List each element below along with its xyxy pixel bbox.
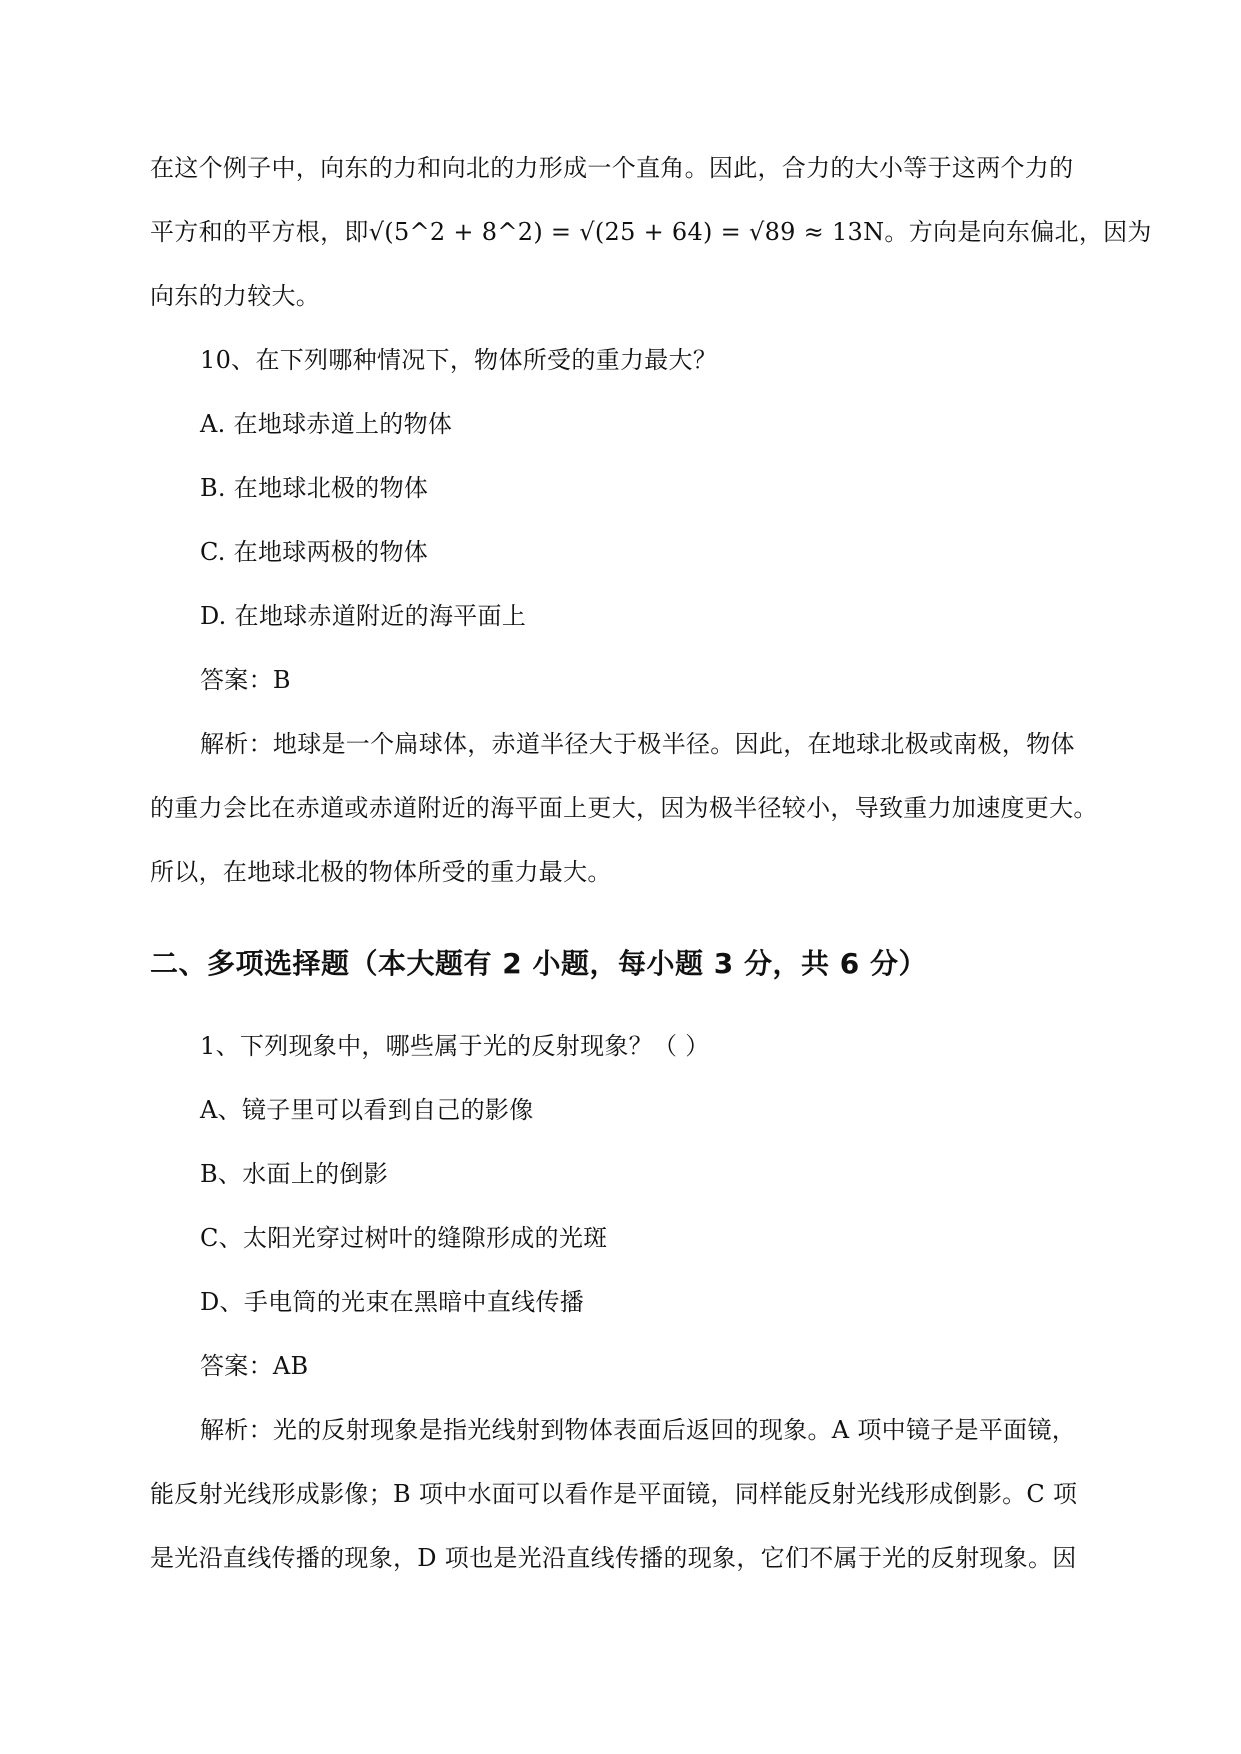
mq1-question: 1、下列现象中，哪些属于光的反射现象？（ ） [200,1032,710,1060]
mq1-explanation-line-2: 能反射光线形成影像；B 项中水面可以看作是平面镜，同样能反射光线形成倒影。C 项 [150,1480,1078,1508]
mq1-option-c: C、太阳光穿过树叶的缝隙形成的光斑 [200,1224,608,1252]
q10-option-c: C. 在地球两极的物体 [200,538,429,566]
q10-explanation-line-2: 的重力会比在赤道或赤道附近的海平面上更大，因为极半径较小，导致重力加速度更大。 [150,794,1098,822]
q10-explanation-line-1: 解析：地球是一个扁球体，赤道半径大于极半径。因此，在地球北极或南极，物体 [200,730,1075,758]
q9-explanation-line-2: 平方和的平方根，即√(5^2 + 8^2) = √(25 + 64) = √89 ≈ 13N。方向是向东偏北，因为 [150,218,1152,246]
mq1-option-b: B、水面上的倒影 [200,1160,389,1188]
mq1-answer: 答案：AB [200,1352,309,1380]
q9-explanation-line-1: 在这个例子中，向东的力和向北的力形成一个直角。因此，合力的大小等于这两个力的 [150,154,1074,182]
q10-option-b: B. 在地球北极的物体 [200,474,429,502]
mq1-option-a: A、镜子里可以看到自己的影像 [200,1096,534,1124]
q10-option-a: A. 在地球赤道上的物体 [200,410,453,438]
q10-explanation-line-3: 所以，在地球北极的物体所受的重力最大。 [150,858,612,886]
q9-explanation-line-3: 向东的力较大。 [150,282,321,310]
q10-answer: 答案：B [200,666,291,694]
mq1-explanation-line-3: 是光沿直线传播的现象，D 项也是光沿直线传播的现象，它们不属于光的反射现象。因 [150,1544,1077,1572]
q10-question: 10、在下列哪种情况下，物体所受的重力最大？ [200,346,718,374]
q10-option-d: D. 在地球赤道附近的海平面上 [200,602,527,630]
mq1-explanation-line-1: 解析：光的反射现象是指光线射到物体表面后返回的现象。A 项中镜子是平面镜， [200,1416,1077,1444]
mq1-option-d: D、手电筒的光束在黑暗中直线传播 [200,1288,585,1316]
section-heading: 二、多项选择题（本大题有 2 小题，每小题 3 分，共 6 分） [150,947,927,980]
